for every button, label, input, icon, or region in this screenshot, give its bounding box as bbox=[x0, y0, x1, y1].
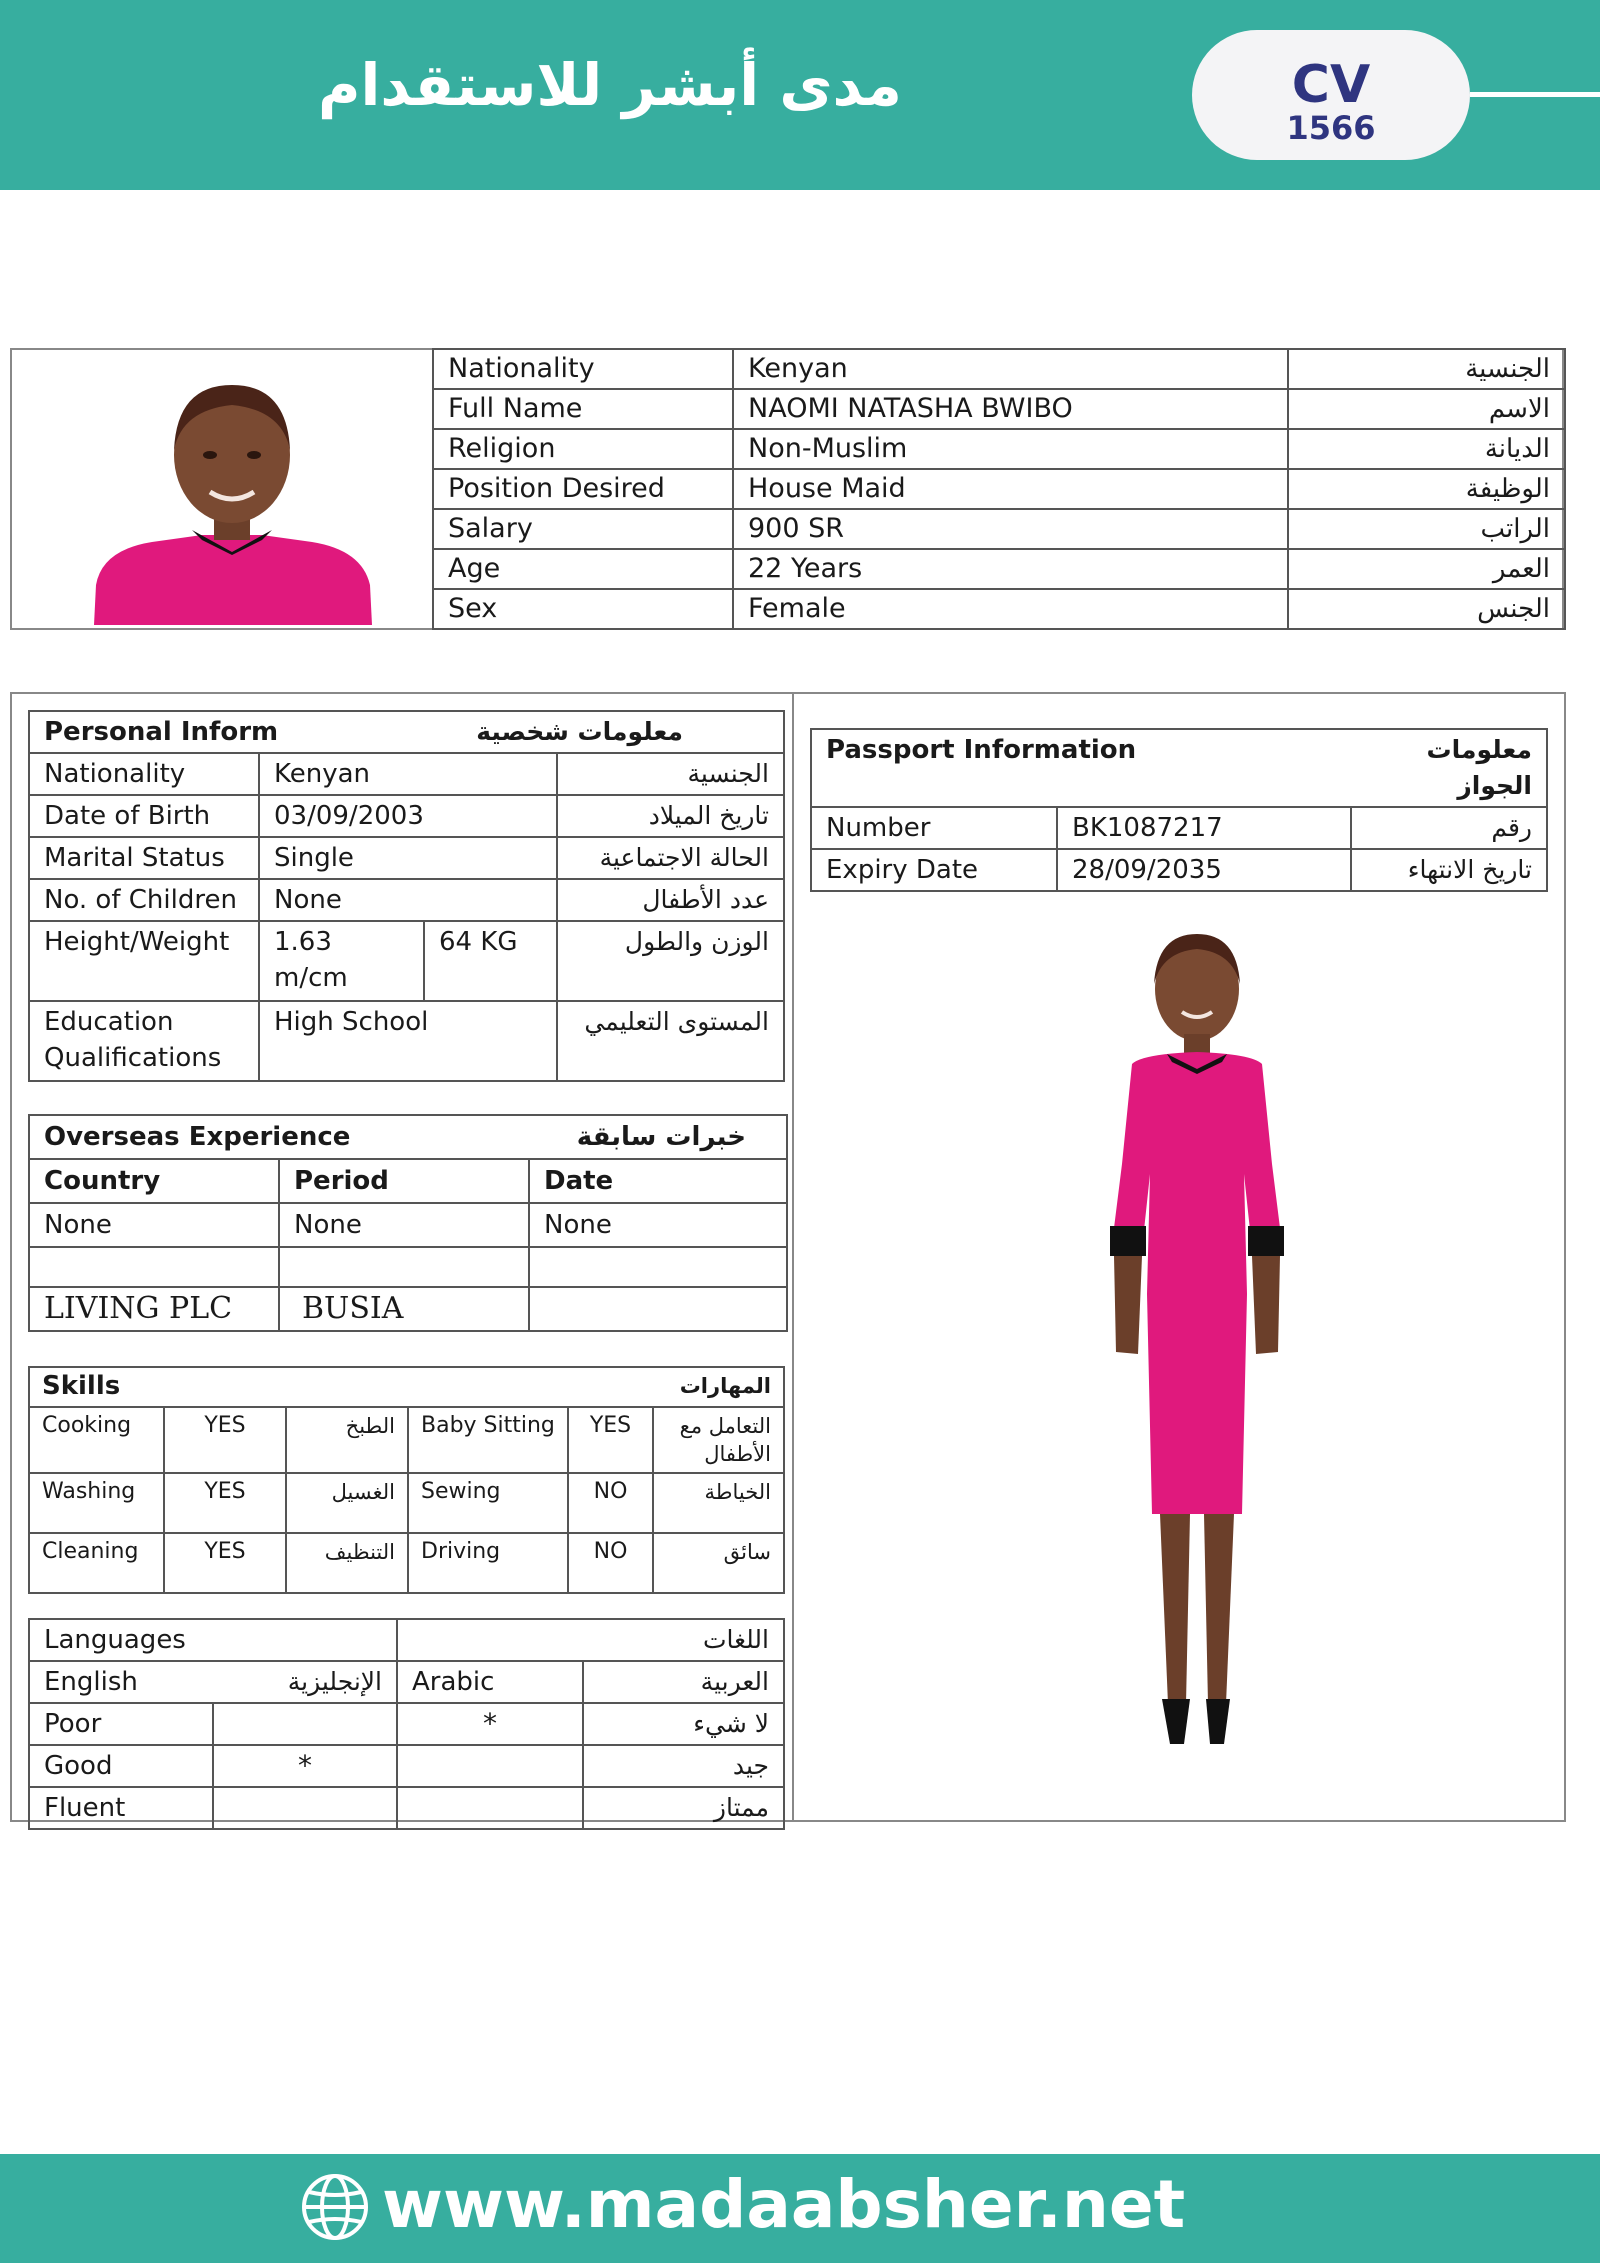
skill-value: YES bbox=[568, 1407, 653, 1473]
english-level-mark bbox=[213, 1703, 397, 1745]
table-row bbox=[433, 349, 1565, 389]
personal-title-ar: معلومات شخصية bbox=[424, 711, 784, 753]
row-value: 28/09/2035 bbox=[1057, 849, 1351, 891]
skill-label-ar: الخياطة bbox=[653, 1473, 784, 1533]
table-cell: None bbox=[529, 1203, 787, 1247]
skill-label: Washing bbox=[29, 1473, 164, 1533]
table-row bbox=[29, 1001, 784, 1081]
table-row bbox=[433, 469, 1565, 509]
skill-label: Cooking bbox=[29, 1407, 164, 1473]
table-row bbox=[29, 1407, 784, 1473]
table-row bbox=[29, 1247, 787, 1287]
table-header-row bbox=[29, 1619, 784, 1661]
row-value: None bbox=[259, 879, 557, 921]
brand-title: مدى أبشر للاستقدام bbox=[318, 51, 902, 119]
row-label: Religion bbox=[433, 429, 733, 469]
row-value: 03/09/2003 bbox=[259, 795, 557, 837]
table-cell bbox=[29, 1247, 279, 1287]
cv-badge bbox=[1192, 30, 1470, 160]
table-cell bbox=[279, 1247, 529, 1287]
table-row bbox=[433, 389, 1565, 429]
row-value: House Maid bbox=[733, 469, 1288, 509]
row-label: Nationality bbox=[29, 753, 259, 795]
table-row bbox=[29, 1287, 787, 1331]
details-section bbox=[10, 692, 1566, 1822]
row-value: High School bbox=[259, 1001, 557, 1081]
row-label: Date of Birth bbox=[29, 795, 259, 837]
level-label-ar: جيد bbox=[583, 1745, 784, 1787]
skills-title-ar: المهارات bbox=[408, 1367, 784, 1407]
row-label-ar: عدد الأطفال bbox=[557, 879, 784, 921]
table-row bbox=[29, 1661, 784, 1703]
table-row bbox=[433, 589, 1565, 629]
arabic-level-mark bbox=[397, 1787, 583, 1829]
row-label-ar: الراتب bbox=[1288, 509, 1565, 549]
level-label-ar: ممتاز bbox=[583, 1787, 784, 1829]
skill-label-ar: التعامل مع الأطفال bbox=[653, 1407, 784, 1473]
overseas-title-ar: خبرات سابقة bbox=[529, 1115, 787, 1159]
skill-label: Sewing bbox=[408, 1473, 568, 1533]
level-label: Fluent bbox=[29, 1787, 213, 1829]
passport-title: Passport Information bbox=[811, 729, 1351, 807]
portrait-photo bbox=[82, 380, 382, 625]
row-label: Expiry Date bbox=[811, 849, 1057, 891]
table-cell: BUSIA bbox=[279, 1287, 529, 1331]
table-row bbox=[433, 509, 1565, 549]
skill-value: NO bbox=[568, 1533, 653, 1593]
table-header-row bbox=[29, 711, 784, 753]
summary-section bbox=[10, 348, 1564, 630]
table-row bbox=[433, 429, 1565, 469]
column-header: Period bbox=[279, 1159, 529, 1203]
language-name: English bbox=[29, 1661, 213, 1703]
row-label: Sex bbox=[433, 589, 733, 629]
row-label-ar: العمر bbox=[1288, 549, 1565, 589]
passport-title-ar: معلومات الجواز bbox=[1351, 729, 1547, 807]
level-label-ar: لا شيء bbox=[583, 1703, 784, 1745]
passport-table bbox=[810, 728, 1548, 892]
arabic-level-mark bbox=[397, 1745, 583, 1787]
column-header: Date bbox=[529, 1159, 787, 1203]
languages-table bbox=[28, 1618, 785, 1830]
row-value: 900 SR bbox=[733, 509, 1288, 549]
table-row bbox=[29, 837, 784, 879]
row-label-ar: المستوى التعليمي bbox=[557, 1001, 784, 1081]
level-label: Good bbox=[29, 1745, 213, 1787]
table-cell: LIVING PLC bbox=[29, 1287, 279, 1331]
table-header-row bbox=[811, 729, 1547, 807]
row-label-ar: الجنسية bbox=[557, 753, 784, 795]
row-label: Nationality bbox=[433, 349, 733, 389]
row-label: Education Qualifications bbox=[29, 1001, 259, 1081]
language-name-ar: الإنجليزية bbox=[213, 1661, 397, 1703]
row-label: Salary bbox=[433, 509, 733, 549]
table-row bbox=[29, 1203, 787, 1247]
skills-title: Skills bbox=[29, 1367, 408, 1407]
row-label-ar: رقم bbox=[1351, 807, 1547, 849]
skill-label: Baby Sitting bbox=[408, 1407, 568, 1473]
row-value: Non-Muslim bbox=[733, 429, 1288, 469]
cv-number: 1566 bbox=[1286, 109, 1376, 147]
skill-value: YES bbox=[164, 1533, 286, 1593]
column-header: Country bbox=[29, 1159, 279, 1203]
language-name: Arabic bbox=[397, 1661, 583, 1703]
row-label-ar: الوظيفة bbox=[1288, 469, 1565, 509]
table-row bbox=[29, 921, 784, 1001]
weight-value: 64 KG bbox=[424, 921, 557, 1001]
table-row bbox=[29, 1703, 784, 1745]
row-value: Kenyan bbox=[733, 349, 1288, 389]
table-row bbox=[29, 753, 784, 795]
skill-label: Driving bbox=[408, 1533, 568, 1593]
skill-value: YES bbox=[164, 1473, 286, 1533]
skill-label-ar: الغسيل bbox=[286, 1473, 408, 1533]
skill-label-ar: سائق bbox=[653, 1533, 784, 1593]
height-value: 1.63 m/cm bbox=[259, 921, 424, 1001]
row-label: Full Name bbox=[433, 389, 733, 429]
row-label: Height/Weight bbox=[29, 921, 259, 1001]
table-row bbox=[811, 849, 1547, 891]
skills-table bbox=[28, 1366, 785, 1594]
overseas-title: Overseas Experience bbox=[29, 1115, 529, 1159]
row-label-ar: الديانة bbox=[1288, 429, 1565, 469]
row-label: Position Desired bbox=[433, 469, 733, 509]
table-row bbox=[29, 1473, 784, 1533]
languages-title-ar: اللغات bbox=[397, 1619, 784, 1661]
table-row bbox=[29, 795, 784, 837]
row-value: BK1087217 bbox=[1057, 807, 1351, 849]
table-row bbox=[29, 1787, 784, 1829]
row-value: Female bbox=[733, 589, 1288, 629]
arabic-level-mark: * bbox=[397, 1703, 583, 1745]
table-cell bbox=[529, 1247, 787, 1287]
table-row bbox=[29, 1533, 784, 1593]
row-label-ar: الحالة الاجتماعية bbox=[557, 837, 784, 879]
skill-value: YES bbox=[164, 1407, 286, 1473]
table-row bbox=[29, 1745, 784, 1787]
website-url[interactable]: www.madaabsher.net bbox=[382, 2166, 1186, 2243]
skill-label-ar: التنظيف bbox=[286, 1533, 408, 1593]
row-label: No. of Children bbox=[29, 879, 259, 921]
row-value: 22 Years bbox=[733, 549, 1288, 589]
row-label: Age bbox=[433, 549, 733, 589]
row-label-ar: الوزن والطول bbox=[557, 921, 784, 1001]
table-cell bbox=[529, 1287, 787, 1331]
row-label: Marital Status bbox=[29, 837, 259, 879]
globe-icon bbox=[300, 2172, 370, 2242]
english-level-mark bbox=[213, 1787, 397, 1829]
personal-title: Personal Inform bbox=[29, 711, 424, 753]
row-value: NAOMI NATASHA BWIBO bbox=[733, 389, 1288, 429]
overseas-experience-table bbox=[28, 1114, 788, 1332]
row-label-ar: الجنسية bbox=[1288, 349, 1565, 389]
table-row bbox=[29, 879, 784, 921]
row-label-ar: الاسم bbox=[1288, 389, 1565, 429]
row-label-ar: تاريخ الميلاد bbox=[557, 795, 784, 837]
row-value: Single bbox=[259, 837, 557, 879]
skill-label-ar: الطبخ bbox=[286, 1407, 408, 1473]
column-divider bbox=[792, 694, 794, 1820]
summary-table bbox=[432, 348, 1566, 630]
table-cell: None bbox=[279, 1203, 529, 1247]
table-header-row bbox=[29, 1115, 787, 1159]
header-divider-line bbox=[1470, 92, 1600, 97]
languages-title: Languages bbox=[29, 1619, 397, 1661]
table-row bbox=[811, 807, 1547, 849]
row-label-ar: تاريخ الانتهاء bbox=[1351, 849, 1547, 891]
row-label: Number bbox=[811, 807, 1057, 849]
skill-value: NO bbox=[568, 1473, 653, 1533]
english-level-mark: * bbox=[213, 1745, 397, 1787]
language-name-ar: العربية bbox=[583, 1661, 784, 1703]
table-row bbox=[433, 549, 1565, 589]
table-header-row bbox=[29, 1159, 787, 1203]
full-body-photo bbox=[1072, 934, 1322, 1764]
cv-label: CV bbox=[1291, 55, 1371, 115]
row-label-ar: الجنس bbox=[1288, 589, 1565, 629]
row-value: Kenyan bbox=[259, 753, 557, 795]
table-header-row bbox=[29, 1367, 784, 1407]
level-label: Poor bbox=[29, 1703, 213, 1745]
personal-info-table bbox=[28, 710, 785, 1082]
table-cell: None bbox=[29, 1203, 279, 1247]
skill-label: Cleaning bbox=[29, 1533, 164, 1593]
